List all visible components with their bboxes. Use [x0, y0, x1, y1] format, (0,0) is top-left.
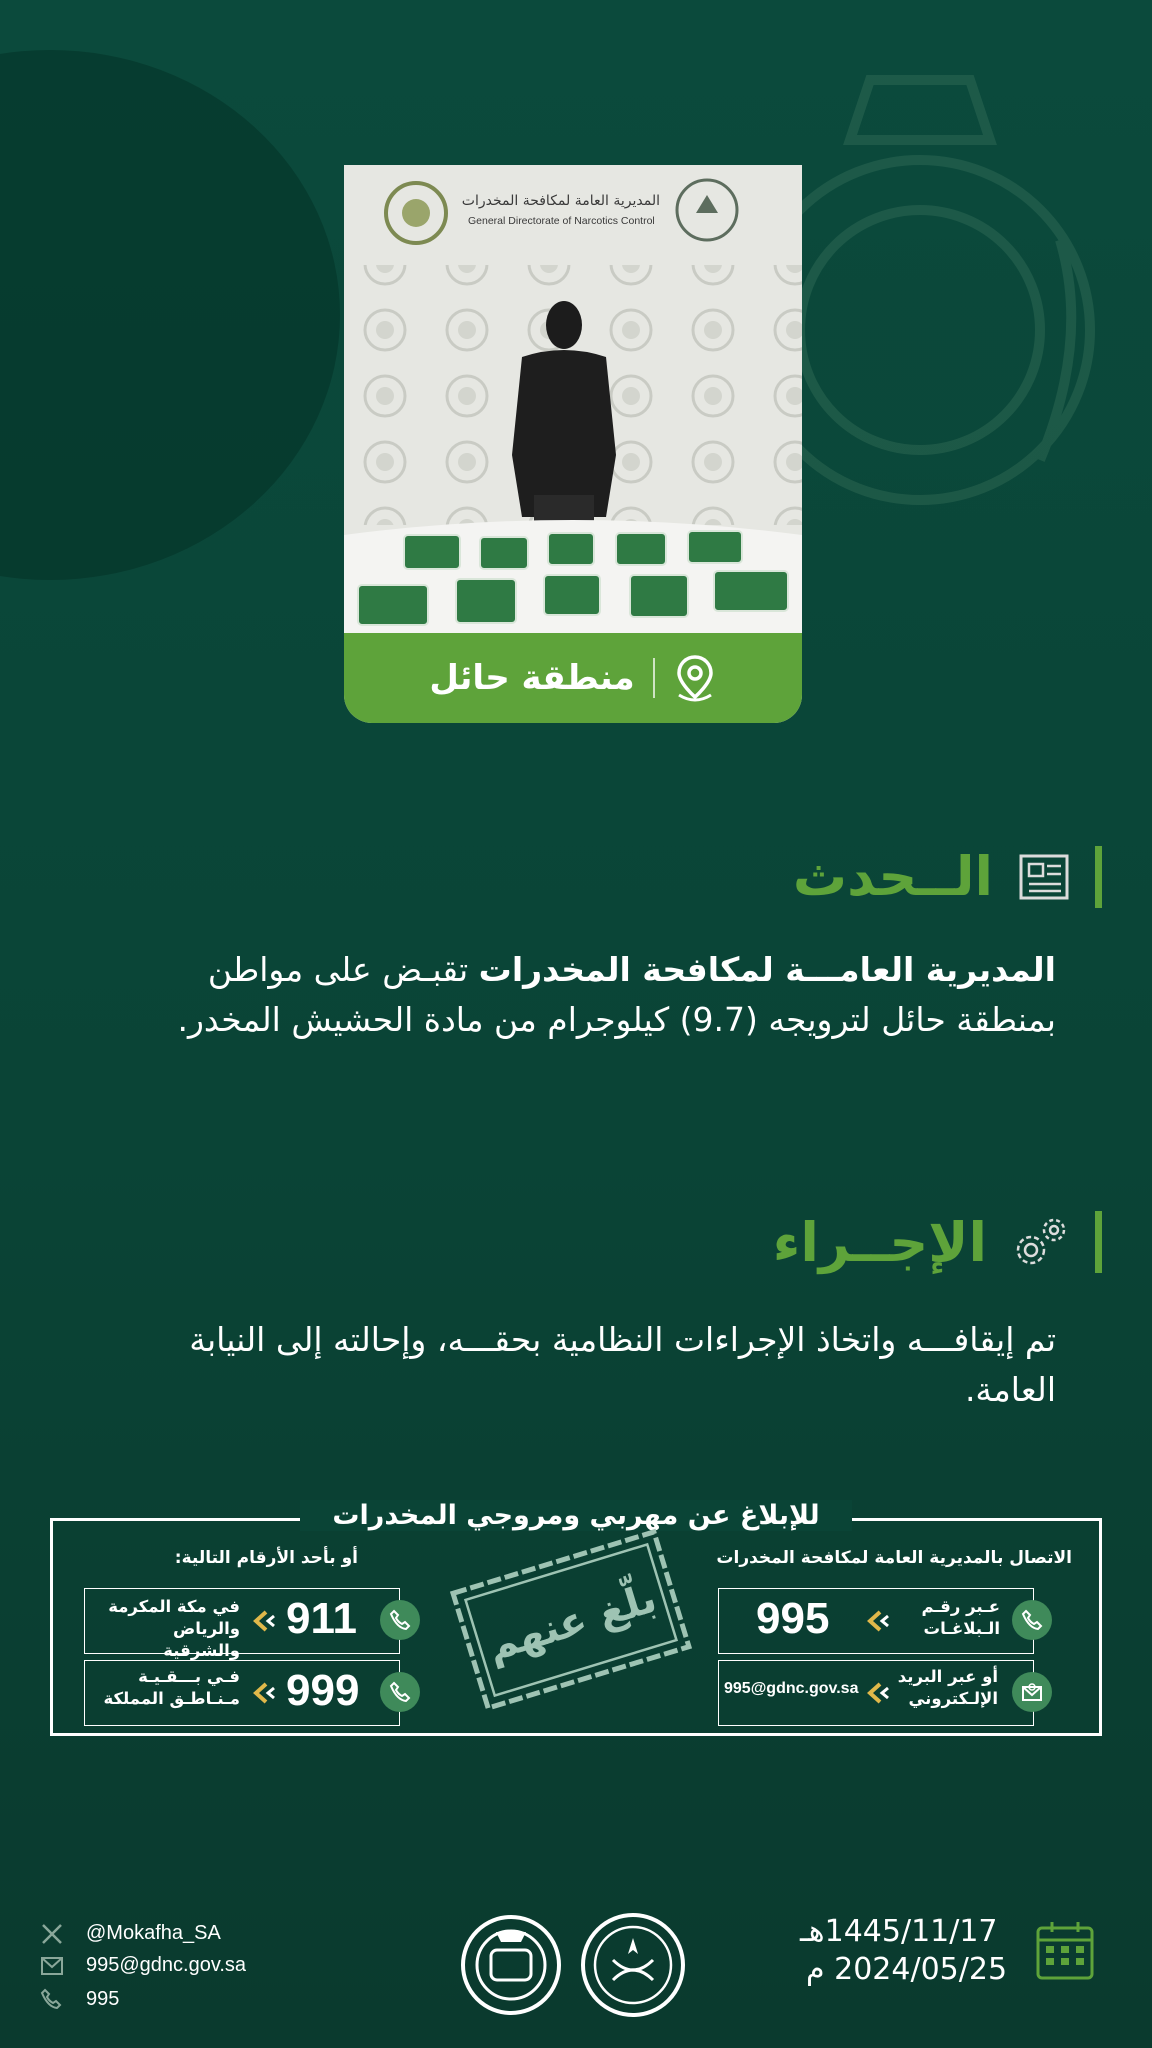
action-title: الإجــراء [772, 1210, 987, 1274]
newspaper-icon [1015, 852, 1073, 902]
chevron-left-icon [252, 1682, 276, 1704]
date-gregorian: 2024/05/25 م [806, 1952, 1008, 1987]
report-email-label: أو عبر البريد الإلـكتروني [897, 1667, 998, 1708]
report-999-number[interactable]: 999 [286, 1666, 360, 1715]
phone-icon[interactable] [380, 1600, 420, 1640]
footer-twitter[interactable]: @Mokafha_SA [86, 1922, 221, 1944]
photo-header-english: General Directorate of Narcotics Control [468, 215, 655, 227]
phone-icon[interactable] [380, 1672, 420, 1712]
narcotics-control-logo [458, 1912, 564, 2018]
photo-header-arabic: المديرية العامة لمكافحة المخدرات [461, 193, 660, 209]
report-email-address[interactable]: 995@gdnc.gov.sa [724, 1680, 859, 1697]
event-heading [793, 845, 1102, 908]
stamp-text: بلّغ عنهم [481, 1575, 662, 1671]
gears-icon [1009, 1210, 1073, 1274]
event-text [156, 945, 1056, 1045]
report-left-heading: أو بأحد الأرقام التالية: [174, 1548, 358, 1568]
region-name: منطقة حائل [429, 658, 635, 698]
event-text-bold: المديرية العامـــة لمكافحة المخدرات [478, 950, 1056, 989]
event-title: الــحدث [792, 845, 993, 908]
background-circle [0, 50, 340, 580]
chevron-left-icon [866, 1610, 890, 1632]
report-911-label: في مكة المكرمة والرياض والشرقية [108, 1597, 240, 1660]
action-heading [773, 1210, 1102, 1274]
date-hijri: 1445/11/17هـ [800, 1914, 998, 1949]
chevron-left-icon [866, 1682, 890, 1704]
footer-email[interactable]: 995@gdnc.gov.sa [86, 1954, 247, 1976]
action-text: تم إيقافـــه واتخاذ الإجراءات النظامية بحقـــه، وإحالته إلى النيابة العامة. [189, 1320, 1056, 1409]
calendar-icon [1034, 1918, 1096, 1982]
report-right-heading: الاتصال بالمديرية العامة لمكافحة المخدرات [716, 1548, 1072, 1568]
location-pin-icon [673, 653, 717, 703]
mail-icon [40, 1956, 64, 1976]
photo-header [344, 165, 802, 285]
report-title: للإبلاغ عن مهربي ومروجي المخدرات [300, 1500, 852, 1531]
email-icon[interactable] [1012, 1672, 1052, 1712]
event-text-rest: تقبـض على مواطن بمنطقة حائل لترويجه (9.7) كيلوجرام من مادة الحشيش المخدر. [177, 950, 1056, 1039]
report-hotline-number[interactable]: 995 [756, 1594, 830, 1643]
event-heading-bar [1095, 846, 1102, 908]
report-911-number[interactable]: 911 [286, 1594, 357, 1643]
photo-card [344, 165, 802, 723]
footer-phone[interactable]: 995 [86, 1988, 120, 2010]
report-999-label: فـي بـــقـيـة مـنـاطـق المملكة [103, 1667, 240, 1708]
x-logo-icon[interactable] [40, 1922, 64, 1946]
report-hotline-label: عـبر رقـم الـبلاغـات [921, 1597, 1000, 1638]
region-bar [344, 633, 802, 723]
region-separator [653, 658, 655, 698]
ministry-interior-logo [578, 1910, 688, 2020]
chevron-left-icon [252, 1610, 276, 1632]
action-heading-bar [1095, 1211, 1102, 1273]
phone-icon [40, 1988, 62, 2010]
phone-icon[interactable] [1012, 1600, 1052, 1640]
